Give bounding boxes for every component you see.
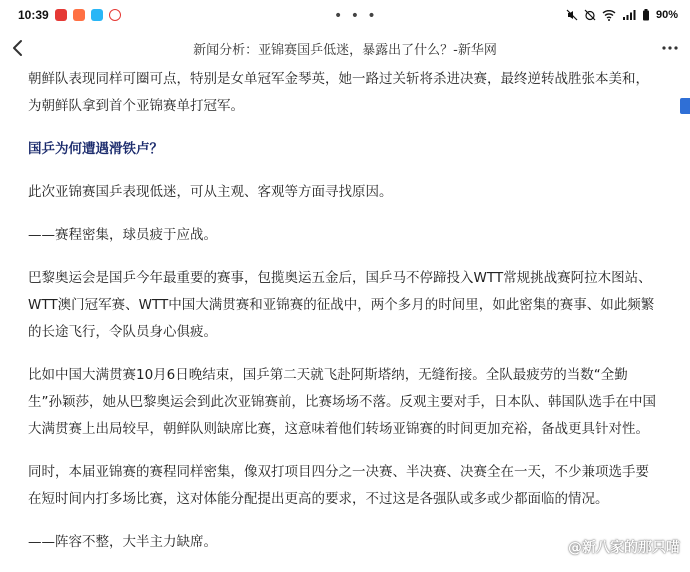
- app-notification-icon: [55, 9, 67, 21]
- article-subheading: 国乒为何遭遇滑铁卢？: [28, 136, 658, 163]
- more-dots-icon: [662, 46, 678, 50]
- scrollbar[interactable]: [680, 56, 690, 556]
- battery-percent: 90%: [656, 9, 678, 21]
- nav-bar: [0, 30, 690, 66]
- battery-icon: [642, 9, 650, 21]
- mute-icon: [566, 9, 578, 21]
- watermark: [568, 537, 680, 557]
- status-center-dots: • • •: [334, 8, 378, 24]
- status-right: [566, 9, 678, 21]
- article-paragraph: ——赛程密集，球员疲于应战。: [28, 222, 658, 249]
- more-button[interactable]: [658, 36, 682, 60]
- weibo-notification-icon: [109, 9, 121, 21]
- page-title: 新闻分析：亚锦赛国乒低迷，暴露出了什么？-新华网: [0, 39, 690, 58]
- article-paragraph: 巴黎奥运会是国乒今年最重要的赛事，包揽奥运五金后，国乒马不停蹄投入WTT常规挑战赛阿拉木图站、WTT澳门冠军赛、WTT中国大满贯赛和亚锦赛的征战中，两个多月的时间里，如此密集的赛事、如此频繁的长途飞行，令队员身心俱疲。: [28, 265, 658, 346]
- article-paragraph: 此次亚锦赛国乒表现低迷，可从主观、客观等方面寻找原因。: [28, 179, 658, 206]
- app-notification-icon: [91, 9, 103, 21]
- article-paragraph: 比如中国大满贯赛10月6日晚结束，国乒第二天就飞赴阿斯塔纳，无缝衔接。全队最疲劳的当数“全勤生”孙颖莎，她从巴黎奥运会到此次亚锦赛前，比赛场场不落。反观主要对手，日本队、韩国队选手在中国大满贯赛上出局较早，朝鲜队则缺席比赛，这意味着他们转场亚锦赛的时间更加充裕，备战更具针对性。: [28, 362, 658, 443]
- app-notification-icon: [73, 9, 85, 21]
- article-paragraph: 同时，本届亚锦赛的赛程同样密集，像双打项目四分之一决赛、半决赛、决赛全在一天，不少兼项选手要在短时间内打多场比赛，这对体能分配提出更高的要求，不过这是各强队或多或少都面临的情况。: [28, 459, 658, 513]
- article-paragraph: ——阵容不整，大半主力缺席。: [28, 529, 658, 556]
- article-body: [0, 66, 678, 572]
- status-bar: [0, 0, 690, 30]
- article-paragraph: 朝鲜队表现同样可圈可点，特别是女单冠军金琴英，她一路过关斩将杀进决赛，最终逆转战胜张本美和，为朝鲜队拿到首个亚锦赛单打冠军。: [28, 66, 658, 120]
- watermark-text: @新八家的那只喵: [568, 537, 680, 557]
- wifi-icon: [602, 9, 616, 21]
- alarm-off-icon: [584, 9, 596, 21]
- status-left: [18, 8, 121, 22]
- signal-icon: [622, 9, 636, 21]
- status-time: 10:39: [18, 8, 49, 22]
- side-float-button[interactable]: [680, 98, 690, 114]
